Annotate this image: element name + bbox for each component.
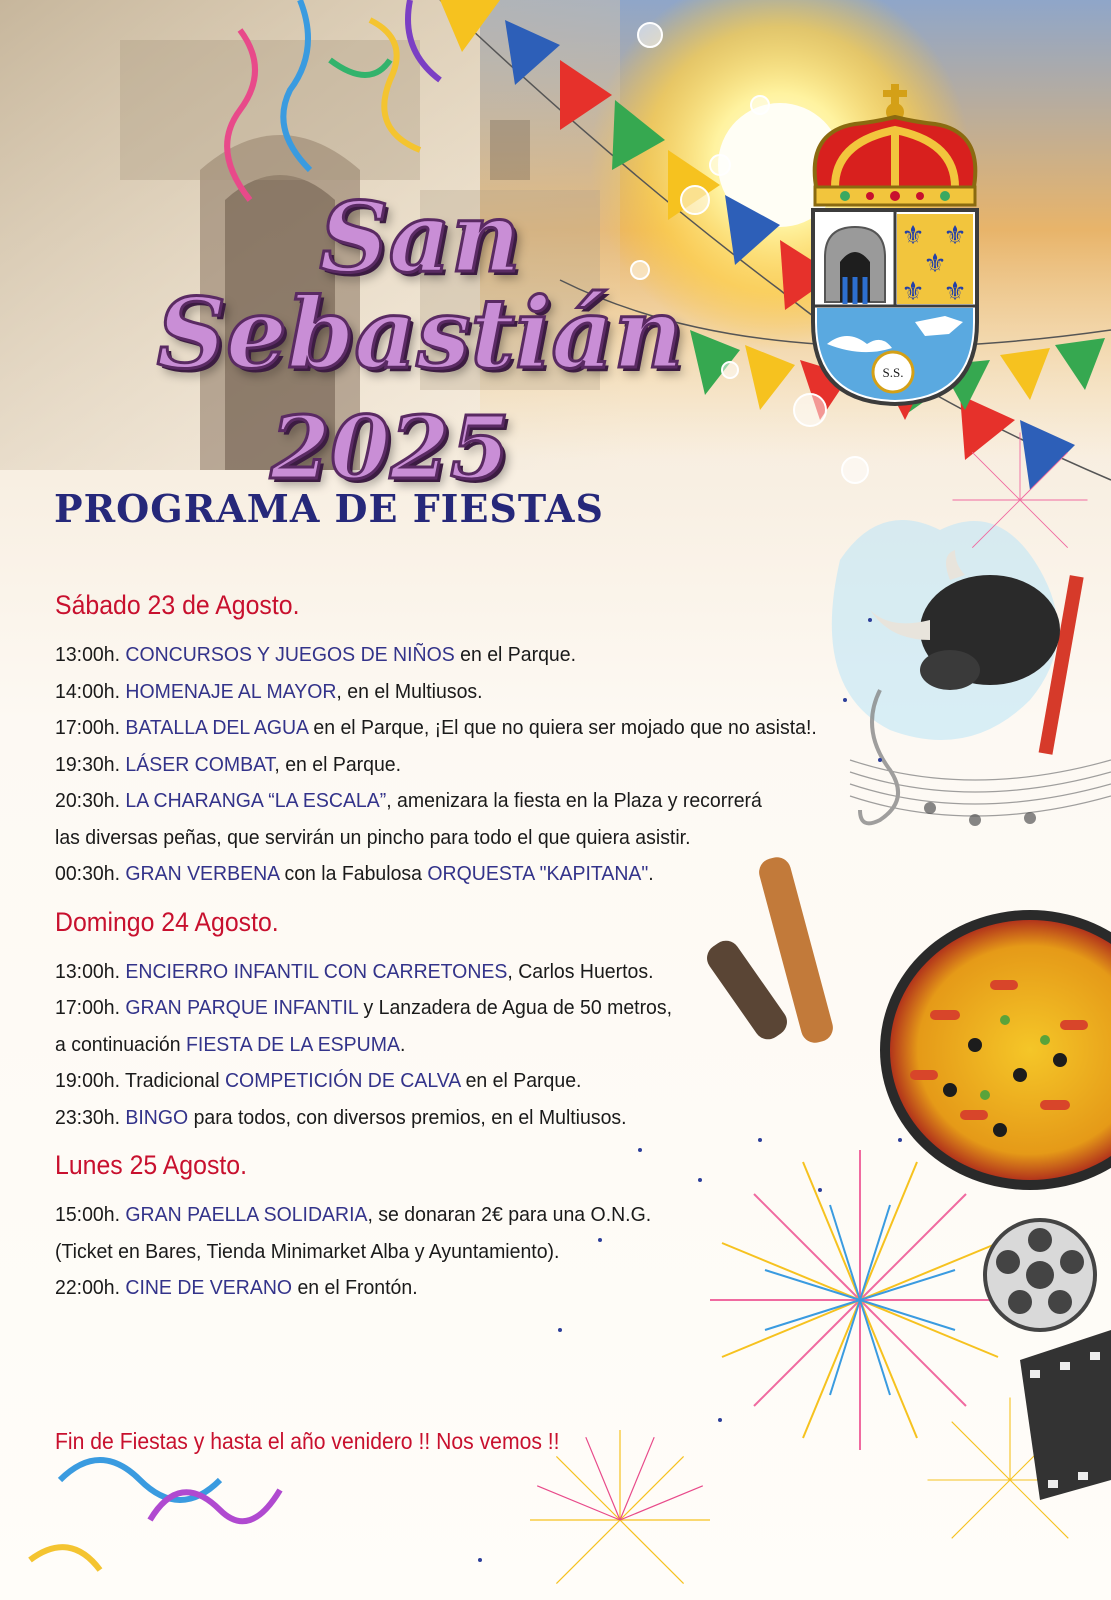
event-text: , Carlos Huertos. [507,959,654,983]
event-text: 15:00h. [55,1203,126,1226]
event-line [55,820,815,857]
title-line-1: San Sebastián [156,181,684,390]
event-text: en el Parque. [454,643,577,666]
event-line [55,1027,815,1064]
event-line [55,1234,815,1271]
event-highlight: GRAN PARQUE INFANTIL [125,996,359,1019]
event-text: , se donaran 2€ para una O.N.G. [367,1203,652,1226]
program-list [55,590,855,1321]
event-text: , en el Multiusos. [336,679,483,703]
event-text: en el Parque. [460,1069,582,1092]
event-text: y Lanzadera de Agua de 50 metros, [358,996,673,1019]
event-text: 13:00h. [55,959,126,983]
event-line [55,710,815,747]
svg-text:⚜: ⚜ [943,221,967,251]
event-line [55,674,815,711]
event-line [55,637,815,674]
event-line [55,1100,815,1137]
event-text: a continuación [55,1032,187,1056]
film-reel-icon [985,1220,1111,1500]
event-line [55,747,815,784]
event-text: 19:30h. [55,752,126,776]
day-heading: Sábado 23 de Agosto. [55,590,300,620]
event-highlight: HOMENAJE AL MAYOR [125,679,337,703]
event-highlight: BINGO [125,1105,189,1129]
event-text: con la Fabulosa [279,862,428,885]
event-text: . [648,862,654,885]
day-block [55,907,855,1137]
event-highlight: ORQUESTA "KAPITANA" [427,862,649,885]
event-line [55,1197,815,1234]
event-highlight: LA CHARANGA “LA ESCALA” [125,789,387,812]
event-highlight: GRAN PAELLA SOLIDARIA [125,1203,368,1226]
event-text: para todos, con diversos premios, en el Multiusos. [188,1105,627,1129]
poster-title [40,181,800,499]
event-highlight: COMPETICIÓN DE CALVA [224,1069,461,1092]
event-highlight: LÁSER COMBAT [125,752,275,776]
event-text: 17:00h. [55,716,126,739]
svg-text:⚜: ⚜ [923,249,947,279]
event-line [55,783,815,820]
event-text: , amenizara la fiesta en la Plaza y recorrerá [386,789,762,812]
coat-of-arms-icon [805,82,985,412]
event-text: 17:00h. [55,996,126,1019]
event-line [55,856,815,893]
event-text: en el Frontón. [292,1276,418,1299]
event-highlight: GRAN VERBENA [125,862,280,885]
event-highlight: FIESTA DE LA ESPUMA [186,1032,400,1056]
svg-text:⚜: ⚜ [943,277,967,307]
event-text: 14:00h. [55,679,126,703]
day-heading: Domingo 24 Agosto. [55,906,279,937]
event-text: las diversas peñas, que servirán un pincho para todo el que quiera asistir. [55,825,691,849]
event-text: 13:00h. [55,643,126,666]
event-highlight: CONCURSOS Y JUEGOS DE NIÑOS [125,643,455,666]
title-line-2: 2025 [270,398,510,499]
event-line [55,990,815,1027]
event-text: 23:30h. [55,1105,126,1129]
event-text: 22:00h. [55,1276,126,1299]
day-block [55,1150,855,1307]
day-block [55,590,855,893]
day-heading: Lunes 25 Agosto. [55,1150,247,1180]
event-text: 19:00h. Tradicional [55,1069,225,1092]
event-text: 00:30h. [55,862,126,885]
paella-pan-icon [880,910,1111,1190]
event-text: . [399,1032,406,1056]
svg-text:⚜: ⚜ [901,221,925,251]
event-highlight: CINE DE VERANO [125,1276,293,1299]
event-text: en el Parque, ¡El que no quiera ser mojado que no asista!. [307,716,817,739]
svg-text:⚜: ⚜ [901,277,925,307]
event-line [55,1063,815,1100]
event-highlight: ENCIERRO INFANTIL CON CARRETONES [125,959,508,983]
event-text: 20:30h. [55,789,126,812]
event-text: , en el Parque. [274,752,402,776]
farewell-message: Fin de Fiestas y hasta el año venidero !! Nos vemos !! [55,1428,560,1454]
event-line [55,954,815,991]
program-subtitle: PROGRAMA DE FIESTAS [54,486,604,531]
event-highlight: BATALLA DEL AGUA [125,716,308,739]
crest-label: S.S. [882,365,904,380]
event-text: (Ticket en Bares, Tienda Minimarket Alba y Ayuntamiento). [55,1239,560,1263]
event-line [55,1270,815,1307]
